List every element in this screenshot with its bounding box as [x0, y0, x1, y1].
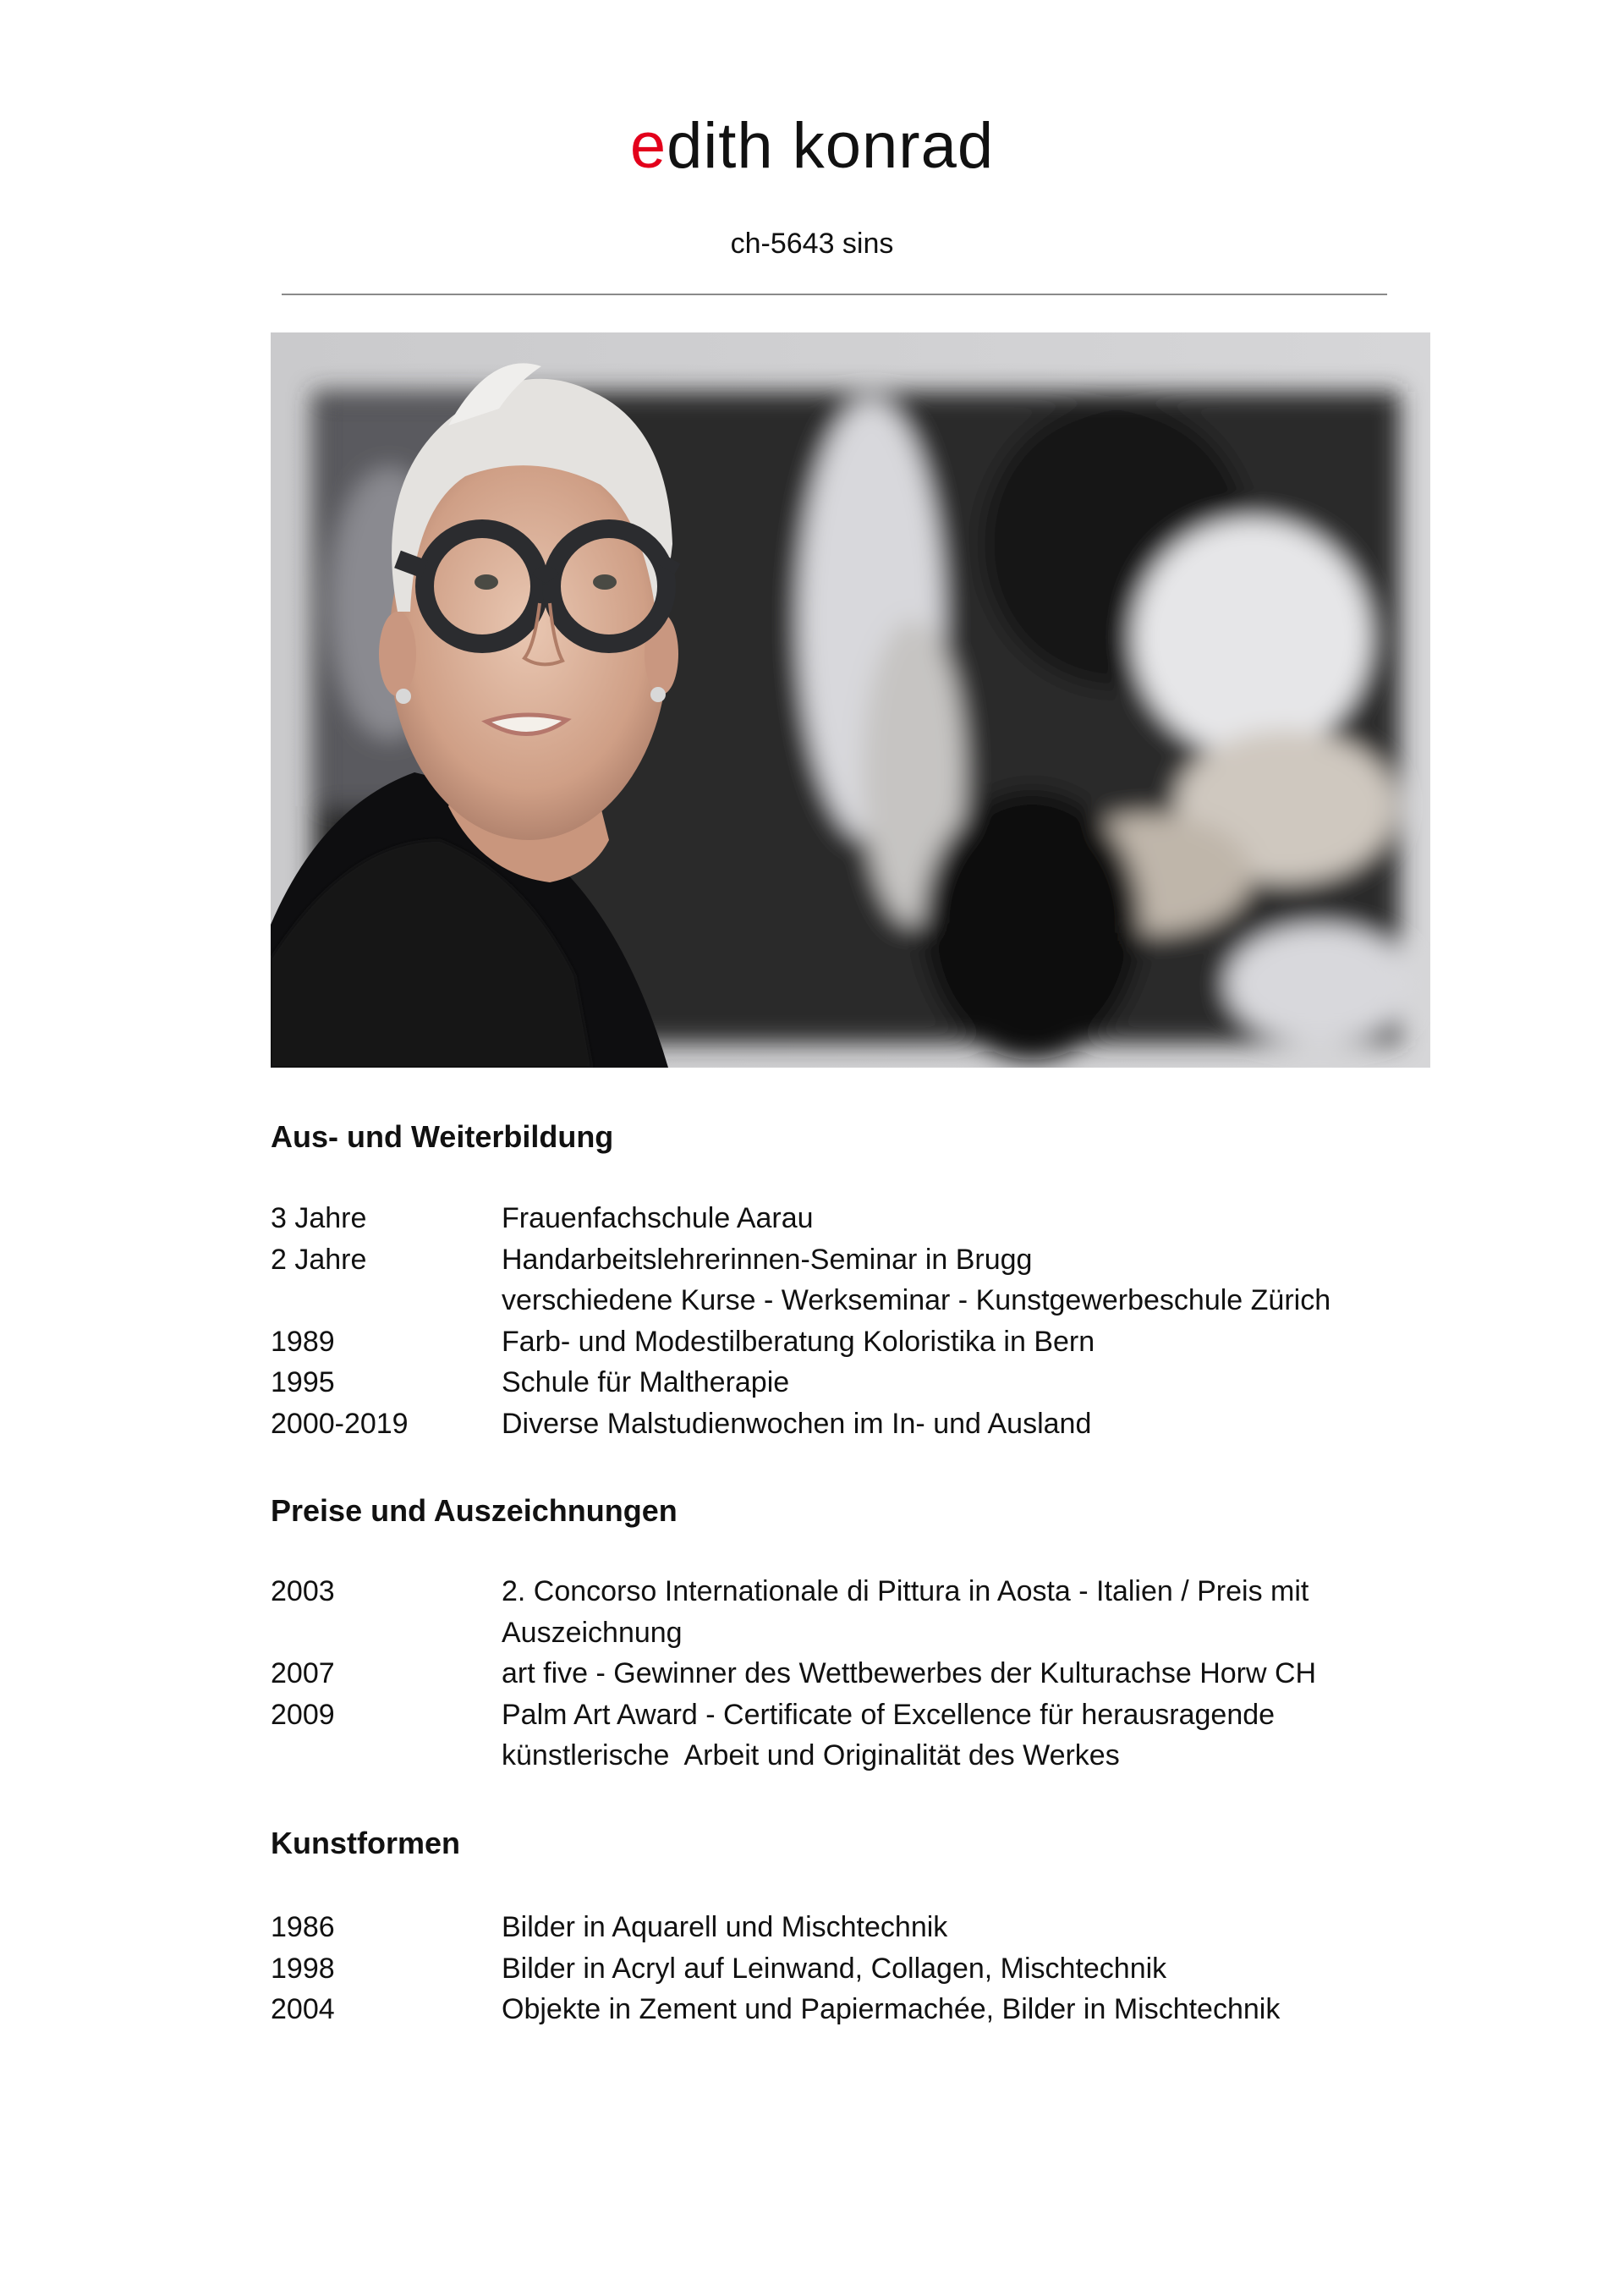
section-heading-art-forms: Kunstformen	[271, 1826, 460, 1860]
list-item	[271, 1653, 1438, 1695]
row-description: künstlerische Arbeit und Originalität des Werkes	[502, 1739, 1120, 1771]
list-item	[271, 1280, 1438, 1321]
row-period	[271, 1612, 502, 1654]
section-heading-awards: Preise und Auszeichnungen	[271, 1493, 678, 1528]
row-period: 2000-2019	[271, 1407, 409, 1440]
list-item	[271, 1239, 1438, 1281]
list-item	[271, 1907, 1438, 1948]
row-period: 2004	[271, 1993, 335, 2025]
location-subtitle: ch-5643 sins	[730, 228, 894, 260]
row-period	[271, 1280, 502, 1321]
row-period: 1986	[271, 1911, 335, 1943]
education-list	[271, 1198, 1438, 1444]
row-description: Objekte in Zement und Papiermachée, Bilder in Mischtechnik	[502, 1993, 1281, 2025]
list-item	[271, 1362, 1438, 1403]
list-item	[271, 1571, 1438, 1612]
awards-list	[271, 1571, 1438, 1777]
row-description: Diverse Malstudienwochen im In- und Ausland	[502, 1407, 1092, 1440]
row-period: 2009	[271, 1698, 335, 1731]
row-description: art five - Gewinner des Wettbewerbes der Kulturachse Horw CH	[502, 1657, 1317, 1689]
row-period: 1989	[271, 1325, 335, 1358]
list-item	[271, 1735, 1438, 1777]
row-period: 2 Jahre	[271, 1243, 367, 1276]
list-item	[271, 1198, 1438, 1239]
artist-name-title	[0, 108, 1624, 184]
artist-name-rest: dith konrad	[667, 110, 995, 182]
list-item	[271, 1989, 1438, 2030]
row-description: Schule für Maltherapie	[502, 1366, 790, 1398]
row-description: Frauenfachschule Aarau	[502, 1202, 814, 1234]
art-forms-list	[271, 1907, 1438, 2030]
row-description: Handarbeitslehrerinnen-Seminar in Brugg	[502, 1243, 1033, 1276]
list-item	[271, 1403, 1438, 1445]
portrait-illustration	[271, 332, 1430, 1068]
list-item	[271, 1948, 1438, 1990]
artist-portrait-photo	[271, 332, 1430, 1068]
list-item	[271, 1612, 1438, 1654]
row-description: verschiedene Kurse - Werkseminar - Kunstgewerbeschule Zürich	[502, 1284, 1331, 1316]
row-period: 3 Jahre	[271, 1202, 367, 1234]
row-description: Farb- und Modestilberatung Koloristika in Bern	[502, 1325, 1095, 1358]
header-divider	[282, 294, 1387, 295]
row-period: 1995	[271, 1366, 335, 1398]
section-heading-education: Aus- und Weiterbildung	[271, 1119, 614, 1154]
row-description: Auszeichnung	[502, 1616, 683, 1649]
row-period	[271, 1735, 502, 1777]
row-period: 2007	[271, 1657, 335, 1689]
list-item	[271, 1321, 1438, 1363]
row-description: Bilder in Acryl auf Leinwand, Collagen, Mischtechnik	[502, 1952, 1167, 1985]
row-description: 2. Concorso Internationale di Pittura in Aosta - Italien / Preis mit	[502, 1575, 1309, 1607]
list-item	[271, 1695, 1438, 1736]
row-period: 2003	[271, 1575, 335, 1607]
artist-name-accent-letter: e	[629, 110, 667, 182]
row-period: 1998	[271, 1952, 335, 1985]
row-description: Palm Art Award - Certificate of Excellence für herausragende	[502, 1698, 1276, 1731]
row-description: Bilder in Aquarell und Mischtechnik	[502, 1911, 948, 1943]
